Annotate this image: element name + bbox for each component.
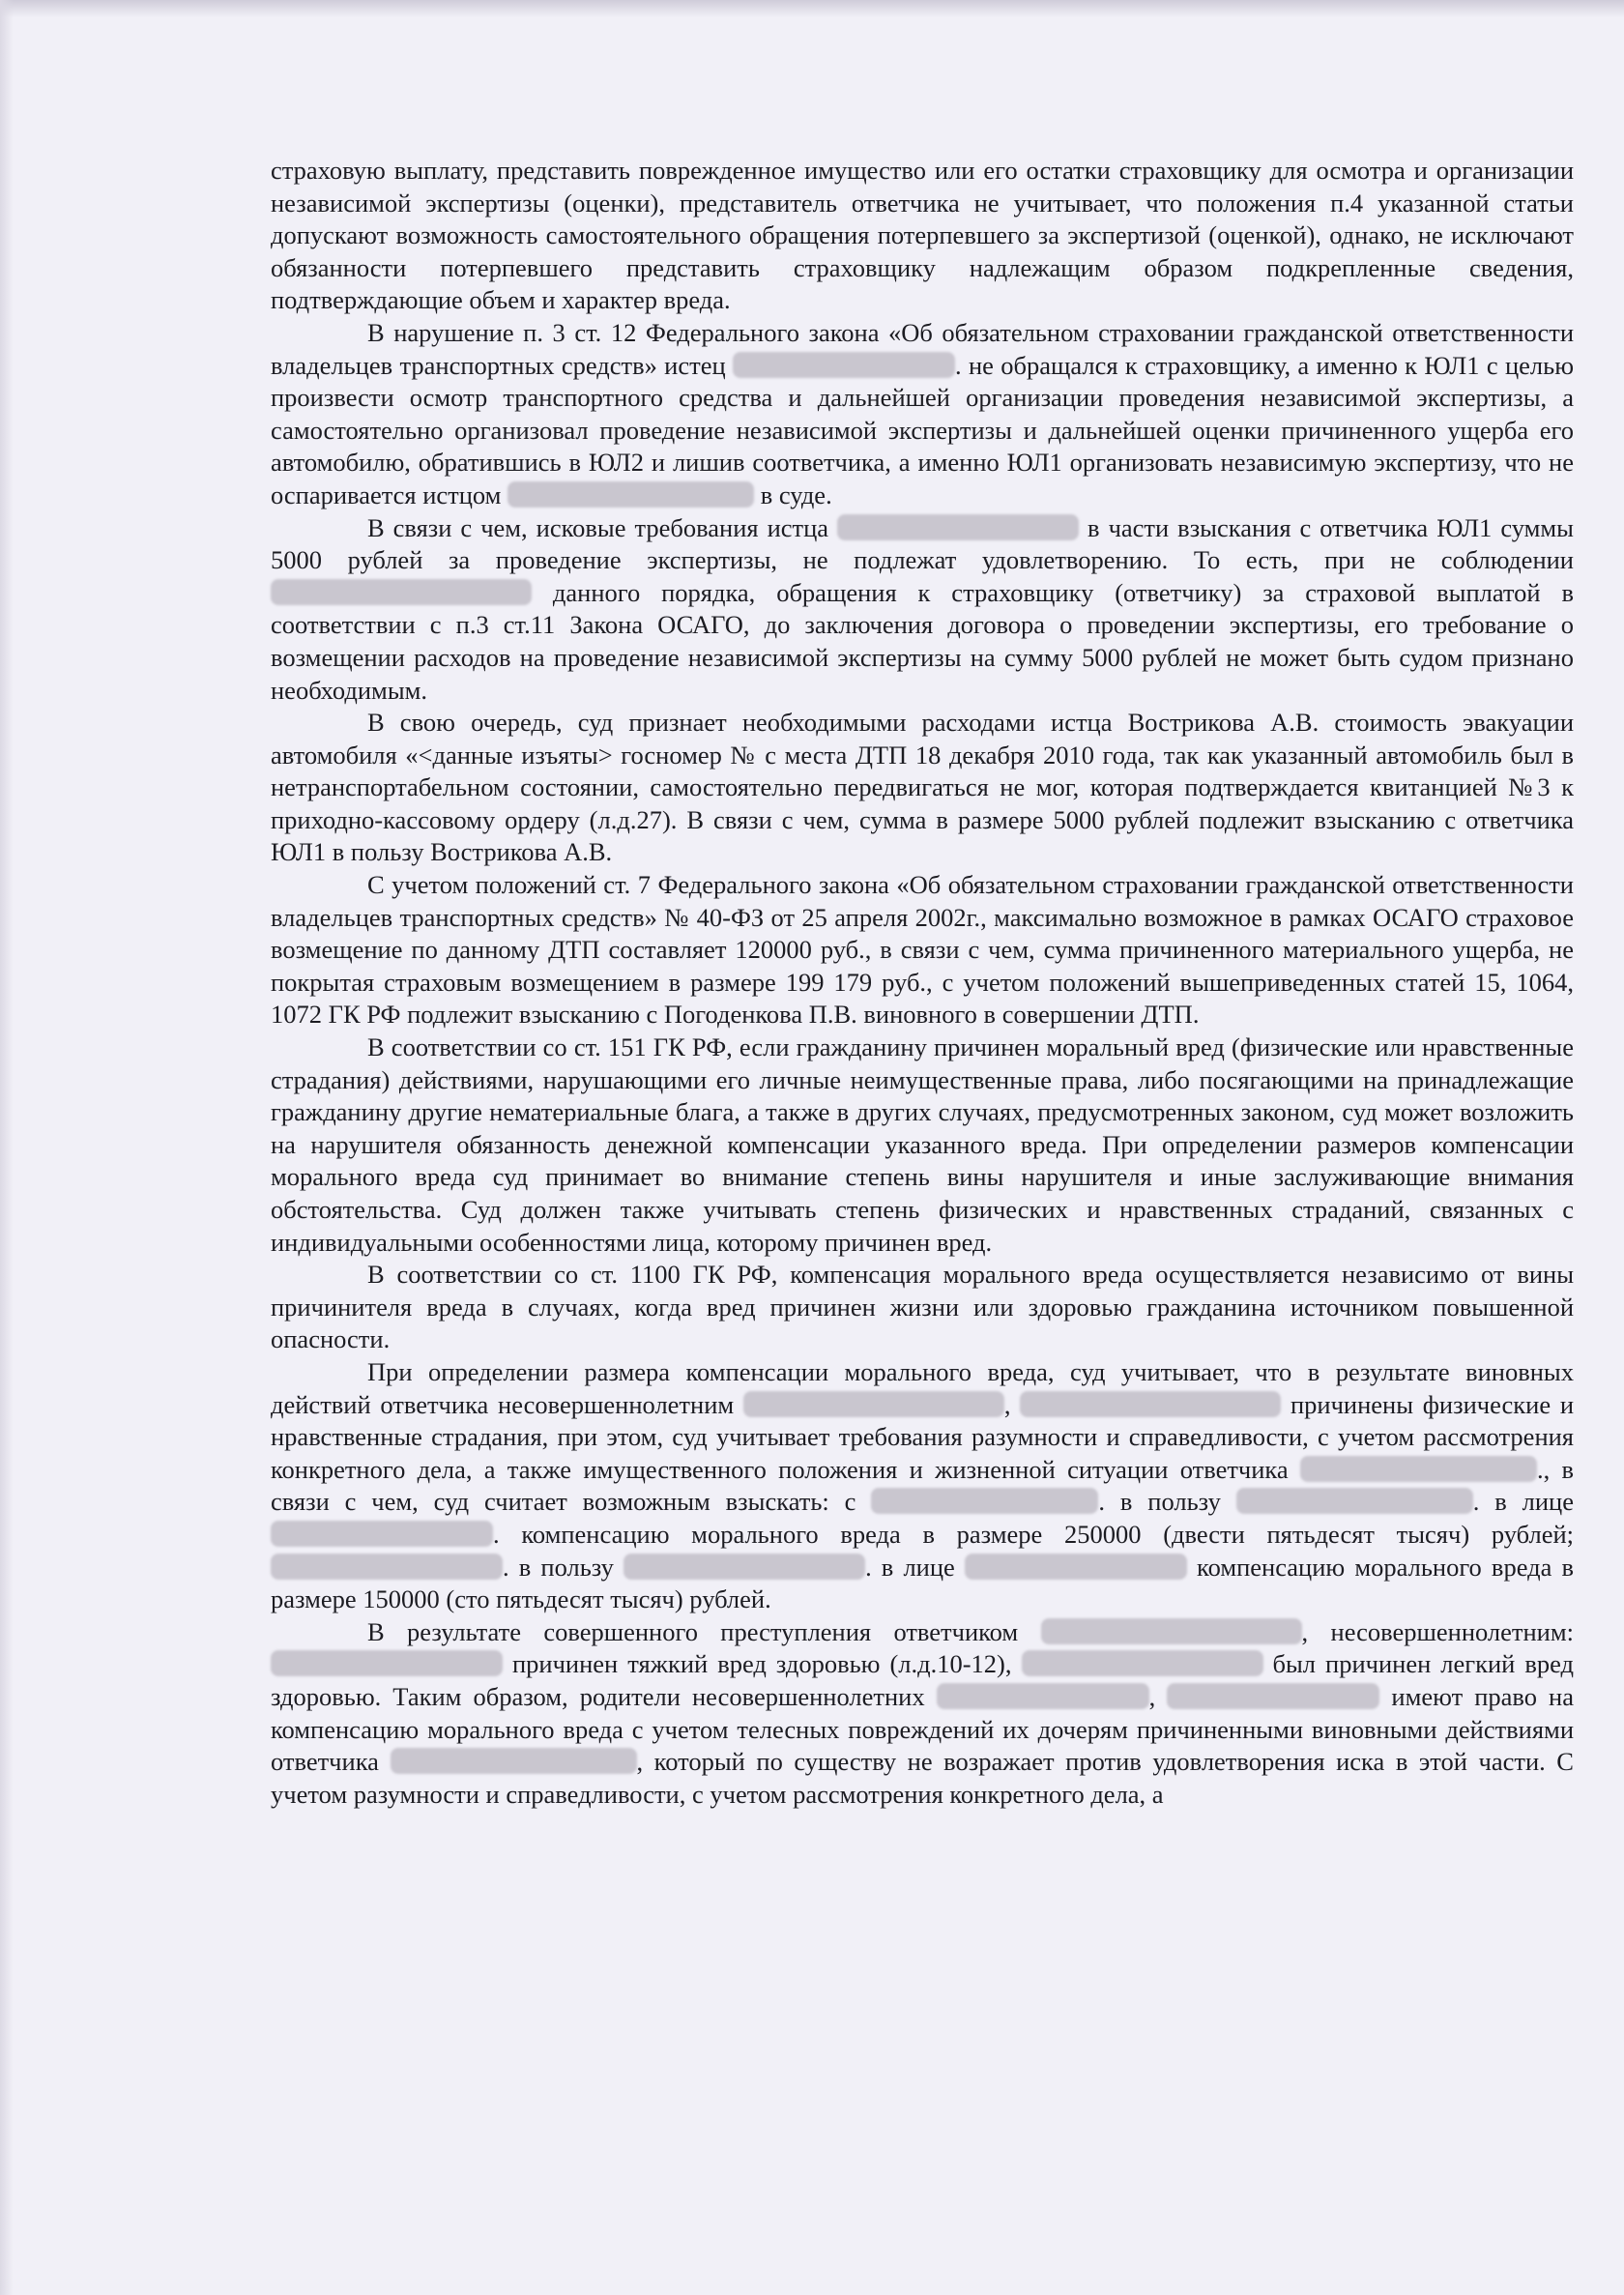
- paragraph-text: В соответствии со ст. 1100 ГК РФ, компенсация морального вреда осуществляется независимо от вины причинителя вреда в случаях, когда вред причинен жизни или здоровью гражданина источником повышенной опасности.: [271, 1260, 1574, 1354]
- paragraph: [271, 317, 1574, 512]
- redaction-block: [1236, 1488, 1473, 1514]
- paragraph-text: В соответствии со ст. 151 ГК РФ, если гражданину причинен моральный вред (физические или нравственные страдания) действиями, нарушающими его личные неимущественные права, либо посягающими на принадлежащие гражданину другие нематериальные блага, а также в других случаях, предусмотренных законом, суд может возложить на нарушителя обязанность денежной компенсации указанного вреда. При определении размеров компенсации морального вреда суд принимает во внимание степень вины нарушителя и иные заслуживающие внимания обстоятельства. Суд должен также учитывать степень физических и нравственных страданий, связанных с индивидуальными особенностями лица, которому причинен вред.: [271, 1032, 1574, 1257]
- redaction-block: [1041, 1618, 1302, 1644]
- paragraph-text: . в лице: [865, 1552, 965, 1582]
- paragraph-text: причинен тяжкий вред здоровью (л.д.10-12),: [503, 1649, 1022, 1679]
- redaction-block: [837, 514, 1079, 540]
- redaction-block: [871, 1488, 1098, 1514]
- paragraph: [271, 1616, 1574, 1812]
- redaction-block: [1020, 1391, 1281, 1417]
- redaction-block: [271, 1650, 503, 1676]
- paragraph-text: компенсацию морального вреда в размере 150000 (сто пятьдесят тысяч) рублей.: [271, 1552, 1574, 1614]
- redaction-block: [1022, 1650, 1263, 1676]
- paragraph-text: . компенсацию морального вреда в размере 250000 (двести пятьдесят тысяч) рублей;: [493, 1519, 1574, 1549]
- paragraph: [271, 155, 1574, 317]
- redaction-block: [937, 1683, 1149, 1709]
- paragraph-text: , несовершеннолетним:: [1301, 1616, 1574, 1646]
- redaction-block: [743, 1391, 1004, 1417]
- paragraph-text: в суде.: [754, 479, 832, 509]
- paragraph: [271, 869, 1574, 1031]
- paragraph: [271, 1259, 1574, 1356]
- paragraph-text: При определении размера компенсации морального вреда, суд учитывает, что в результате виновных действий ответчика несовершеннолетним: [271, 1356, 1574, 1419]
- paragraph-text: . не обращался к страховщику, а именно к ЮЛ1 с целью произвести осмотр транспортного средства и дальнейшей организации проведения независимой экспертизы, а самостоятельно организовал проведение независимой экспертизы и дальнейшей оценки причиненного ущерба его автомобилю, обратившись в ЮЛ2 и лишив соответчика, а именно ЮЛ1 организовать независимую экспертизу, что не оспаривается истцом: [271, 350, 1575, 509]
- paragraph-text: ., в связи с чем, суд считает возможным взыскать: с: [271, 1454, 1574, 1517]
- paragraph-text: . в пользу: [1098, 1487, 1236, 1517]
- paragraph: [271, 1031, 1574, 1259]
- document-body: [271, 155, 1574, 1811]
- paragraph-text: В связи с чем, исковые требования истца: [367, 512, 838, 542]
- paragraph-text: имеют право на компенсацию морального вреда с учетом телесных повреждений их дочерям причиненными виновными действиями ответчика: [271, 1681, 1575, 1777]
- redaction-block: [271, 1521, 493, 1547]
- paragraph-text: страховую выплату, представить поврежденное имущество или его остатки страховщику для осмотра и организации независимой экспертизы (оценки), представитель ответчика не учитывает, что положения п.4 указанной статьи допускают возможность самостоятельного обращения потерпевшего за экспертизой (оценкой), однако, не исключают обязанности потерпевшего представить страховщику надлежащим образом подкрепленные сведения, подтверждающие объем и характер вреда.: [271, 156, 1574, 315]
- paragraph-text: В нарушение п. 3 ст. 12 Федерального закона «Об обязательном страховании гражданской ответственности владельцев транспортных средств» истец: [271, 317, 1574, 380]
- paragraph-text: В результате совершенного преступления ответчиком: [367, 1616, 1041, 1646]
- redaction-block: [733, 352, 955, 378]
- paragraph-text: В свою очередь, суд признает необходимыми расходами истца Вострикова А.В. стоимость эвакуации автомобиля «<данные изъяты> госномер № с места ДТП 18 декабря 2010 года, так как указанный автомобиль был в нетранспортабельном состоянии, самостоятельно передвигаться не мог, которая подтверждается квитанцией №3 к приходно-кассовому ордеру (л.д.27). В связи с чем, сумма в размере 5000 рублей подлежит взысканию с ответчика ЮЛ1 в пользу Вострикова А.В.: [271, 708, 1574, 867]
- redaction-block: [1167, 1683, 1379, 1709]
- paragraph-text: был причинен легкий вред здоровью. Таким образом, родители несовершеннолетних: [271, 1649, 1574, 1711]
- paragraph-text: ,: [1003, 1389, 1021, 1419]
- paragraph-text: . в пользу: [503, 1552, 624, 1582]
- redaction-block: [271, 1554, 503, 1580]
- paragraph: [271, 707, 1574, 869]
- redaction-block: [965, 1554, 1187, 1580]
- paragraph-text: С учетом положений ст. 7 Федерального закона «Об обязательном страховании гражданской ответственности владельцев транспортных средств» № 40-ФЗ от 25 апреля 2002г., максимально возможное в рамках ОСАГО страховое возмещение по данному ДТП составляет 120000 руб., в связи с чем, сумма причиненного материального ущерба, не покрытая страховым возмещением в размере 199 179 руб., с учетом положений вышеприведенных статей 15, 1064, 1072 ГК РФ подлежит взысканию с Погоденкова П.В. виновного в совершении ДТП.: [271, 870, 1574, 1030]
- paragraph-text: . в лице: [1472, 1487, 1574, 1517]
- paragraph-text: причинены физические и нравственные страдания, при этом, суд учитывает требования разумности и справедливости, с учетом рассмотрения конкретного дела, а также имущественного положения и жизненной ситуации ответчика: [271, 1389, 1575, 1484]
- paragraph-text: данного порядка, обращения к страховщику (ответчику) за страховой выплатой в соответствии с п.3 ст.11 Закона ОСАГО, до заключения договора о проведении экспертизы, его требование о возмещении расходов на проведение независимой экспертизы на сумму 5000 рублей не может быть судом признано необходимым.: [271, 577, 1574, 705]
- paragraph-text: в части взыскания с ответчика ЮЛ1 суммы 5000 рублей за проведение экспертизы, не подлежат удовлетворению. То есть, при не соблюдении: [271, 512, 1574, 575]
- paragraph-text: , который по существу не возражает против удовлетворения иска в этой части. С учетом разумности и справедливости, с учетом рассмотрения конкретного дела, а: [271, 1747, 1574, 1809]
- paragraph: [271, 1356, 1574, 1616]
- redaction-block: [508, 481, 754, 508]
- redaction-block: [624, 1554, 865, 1580]
- redaction-block: [391, 1748, 637, 1774]
- scan-edge-shadow-top: [0, 0, 1624, 17]
- paragraph-text: ,: [1148, 1681, 1168, 1711]
- redaction-block: [271, 579, 532, 605]
- scan-edge-shadow-left: [0, 0, 14, 2295]
- paragraph: [271, 512, 1574, 708]
- redaction-block: [1300, 1456, 1537, 1482]
